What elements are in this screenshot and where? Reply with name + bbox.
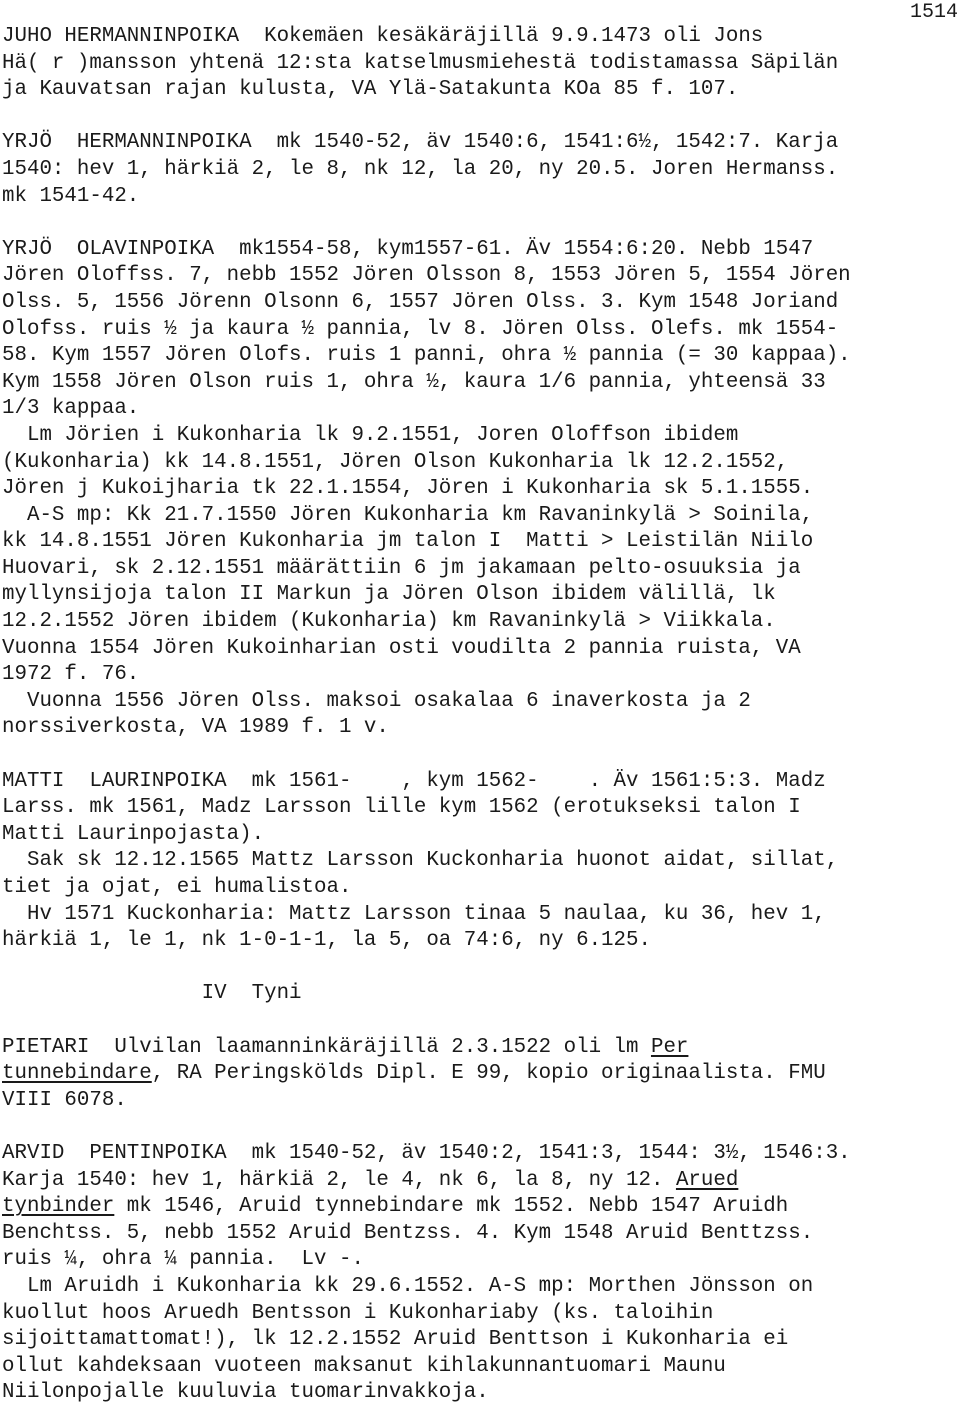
text-line <box>2 795 960 822</box>
text-line <box>2 742 960 769</box>
text-line <box>2 184 960 211</box>
text-line <box>2 875 960 902</box>
text-line <box>2 822 960 849</box>
text-segment: IV Tyni <box>2 982 302 1006</box>
text-line <box>2 396 960 423</box>
text-segment: ollut kahdeksaan vuoteen maksanut kihlakunnantuomari Maunu <box>2 1354 726 1378</box>
text-segment: 58. Kym 1557 Jören Olofs. ruis 1 panni, ohra ½ pannia (= 30 kappaa). <box>2 344 851 368</box>
underlined-text: tynbinder <box>2 1195 115 1219</box>
text-segment: norssiverkosta, VA 1989 f. 1 v. <box>2 716 389 740</box>
text-segment: kuollut hoos Aruedh Bentsson i Kukonhariaby (ks. taloihin <box>2 1301 714 1325</box>
text-line <box>2 1380 960 1407</box>
text-line <box>2 104 960 131</box>
text-segment: Olss. 5, 1556 Jörenn Olsonn 6, 1557 Jören Olss. 3. Kym 1548 Joriand <box>2 290 839 314</box>
text-line <box>2 1168 960 1195</box>
text-line <box>2 981 960 1008</box>
text-segment: Vuonna 1556 Jören Olss. maksoi osakalaa 6 inaverkosta ja 2 <box>2 689 751 713</box>
text-line <box>2 51 960 78</box>
text-line <box>2 130 960 157</box>
text-segment: Hä( r )mansson yhtenä 12:sta katselmusmiehestä todistamassa Säpilän <box>2 51 839 75</box>
text-segment: kk 14.8.1551 Jören Kukonharia jm talon I Matti > Leistilän Niilo <box>2 530 814 554</box>
text-segment: JUHO HERMANNINPOIKA Kokemäen kesäkäräjillä 9.9.1473 oli Jons <box>2 25 764 48</box>
text-line <box>2 317 960 344</box>
text-segment: Hv 1571 Kuckonharia: Mattz Larsson tinaa 5 naulaa, ku 36, hev 1, <box>2 902 826 926</box>
text-segment: 12.2.1552 Jören ibidem (Kukonharia) km Ravaninkylä > Viikkala. <box>2 610 776 634</box>
text-line <box>2 343 960 370</box>
text-segment: Lm Jörien i Kukonharia lk 9.2.1551, Joren Oloffson ibidem <box>2 423 739 447</box>
underlined-text: Arued <box>675 1168 739 1192</box>
text-segment: sijoittamattomat!), lk 12.2.1552 Aruid Benttson i Kukonharia ei <box>2 1328 789 1352</box>
text-line <box>2 77 960 104</box>
text-segment: Larss. mk 1561, Madz Larsson lille kym 1562 (erotukseksi talon I <box>2 796 801 820</box>
text-segment: Huovari, sk 2.12.1551 määrättiin 6 jm jakamaan pelto-osuuksia ja <box>2 556 801 580</box>
text-line <box>2 848 960 875</box>
text-line <box>2 715 960 742</box>
text-segment: Niilonpojalle kuuluvia tuomarinvakkoja. <box>2 1381 489 1405</box>
text-line <box>2 1247 960 1274</box>
text-line <box>2 1221 960 1248</box>
text-segment: Jören j Kukoijharia tk 22.1.1554, Jören i Kukonharia sk 5.1.1555. <box>2 477 814 501</box>
text-segment: Olofss. ruis ½ ja kaura ½ pannia, lv 8. Jören Olss. Olefs. mk 1554- <box>2 317 839 341</box>
text-line <box>2 582 960 609</box>
text-segment: härkiä 1, le 1, nk 1-0-1-1, la 5, oa 74:6, ny 6.125. <box>2 929 651 953</box>
text-line <box>2 1141 960 1168</box>
text-segment: mk 1546, Aruid tynnebindare mk 1552. Nebb 1547 Aruidh <box>114 1195 789 1219</box>
text-line <box>2 1008 960 1035</box>
text-segment: Sak sk 12.12.1565 Mattz Larsson Kuckonharia huonot aidat, sillat, <box>2 849 839 873</box>
text-line <box>2 1114 960 1141</box>
text-segment: , RA Peringskölds Dipl. E 99, kopio originaalista. FMU <box>151 1062 826 1086</box>
text-line <box>2 476 960 503</box>
text-line <box>2 1301 960 1328</box>
text-line <box>2 1327 960 1354</box>
text-segment: Vuonna 1554 Jören Kukoinharian osti voudilta 2 pannia ruista, VA <box>2 636 801 660</box>
text-segment: 1972 f. 76. <box>2 663 140 687</box>
text-segment: ARVID PENTINPOIKA mk 1540-52, äv 1540:2, 1541:3, 1544: 3½, 1546:3. <box>2 1141 851 1165</box>
text-line <box>2 263 960 290</box>
text-segment: Benchtss. 5, nebb 1552 Aruid Bentzss. 4. Kym 1548 Aruid Benttzss. <box>2 1221 814 1245</box>
text-line <box>2 689 960 716</box>
text-line <box>2 210 960 237</box>
text-line <box>2 1354 960 1381</box>
text-line <box>2 1088 960 1115</box>
text-segment: (Kukonharia) kk 14.8.1551, Jören Olson Kukonharia lk 12.2.1552, <box>2 450 789 474</box>
text-line <box>2 928 960 955</box>
document-body <box>2 24 960 1407</box>
text-line <box>2 370 960 397</box>
text-segment: Matti Laurinpojasta). <box>2 822 265 846</box>
text-segment: Karja 1540: hev 1, härkiä 2, le 4, nk 6, la 8, ny 12. <box>2 1168 676 1192</box>
text-line <box>2 1035 960 1062</box>
text-segment: Jören Oloffss. 7, nebb 1552 Jören Olsson 8, 1553 Jören 5, 1554 Jören <box>2 264 851 288</box>
text-line <box>2 955 960 982</box>
text-segment: ruis ¼, ohra ¼ pannia. Lv -. <box>2 1248 364 1272</box>
text-segment: MATTI LAURINPOIKA mk 1561- , kym 1562- . Äv 1561:5:3. Madz <box>2 769 826 793</box>
text-segment: myllynsijoja talon II Markun ja Jören Olson ibidem välillä, lk <box>2 583 776 607</box>
text-line <box>2 556 960 583</box>
text-line <box>2 157 960 184</box>
text-segment: PIETARI Ulvilan laamanninkäräjillä 2.3.1522 oli lm <box>2 1035 651 1059</box>
text-segment: A-S mp: Kk 21.7.1550 Jören Kukonharia km Ravaninkylä > Soinila, <box>2 503 814 527</box>
text-segment: YRJÖ HERMANNINPOIKA mk 1540-52, äv 1540:6, 1541:6½, 1542:7. Karja <box>2 131 839 155</box>
text-segment: 1/3 kappaa. <box>2 397 140 421</box>
text-line <box>2 237 960 264</box>
text-line <box>2 769 960 796</box>
text-segment: mk 1541-42. <box>2 184 140 208</box>
text-line <box>2 450 960 477</box>
underlined-text: tunnebindare <box>2 1062 152 1086</box>
text-segment: ja Kauvatsan rajan kulusta, VA Ylä-Satakunta KOa 85 f. 107. <box>2 78 739 102</box>
text-line <box>2 290 960 317</box>
text-line <box>2 636 960 663</box>
text-line <box>2 503 960 530</box>
text-segment: tiet ja ojat, ei humalistoa. <box>2 876 352 899</box>
text-segment: Kym 1558 Jören Olson ruis 1, ohra ½, kaura 1/6 pannia, yhteensä 33 <box>2 370 826 394</box>
text-segment: Lm Aruidh i Kukonharia kk 29.6.1552. A-S mp: Morthen Jönsson on <box>2 1274 814 1298</box>
text-segment: VIII 6078. <box>2 1088 127 1112</box>
text-segment: 1540: hev 1, härkiä 2, le 8, nk 12, la 20, ny 20.5. Joren Hermanss. <box>2 157 839 181</box>
text-line <box>2 1061 960 1088</box>
text-line <box>2 24 960 51</box>
text-segment: YRJÖ OLAVINPOIKA mk1554-58, kym1557-61. Äv 1554:6:20. Nebb 1547 <box>2 237 814 261</box>
text-line <box>2 423 960 450</box>
text-line <box>2 662 960 689</box>
text-line <box>2 1194 960 1221</box>
text-line <box>2 609 960 636</box>
page-number: 1514 <box>909 1 958 24</box>
text-line <box>2 1274 960 1301</box>
text-line <box>2 902 960 929</box>
text-line <box>2 529 960 556</box>
underlined-text: Per <box>650 1035 689 1059</box>
